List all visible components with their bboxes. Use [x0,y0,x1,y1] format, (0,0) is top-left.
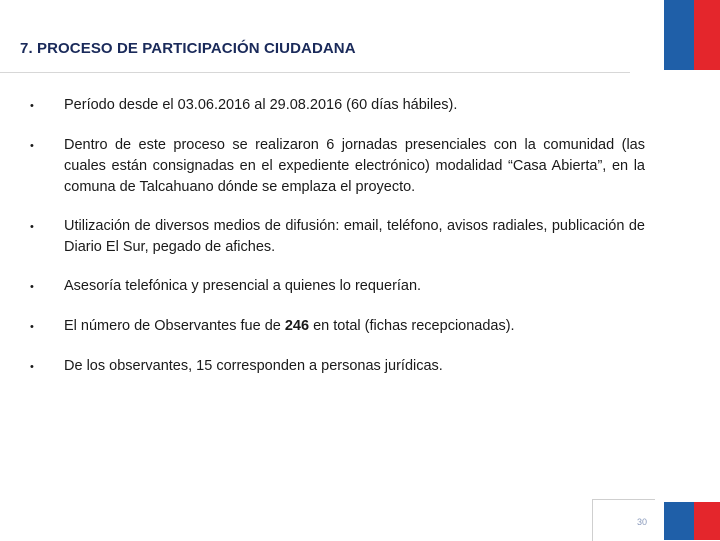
list-item-text [64,316,645,337]
bullet-list [30,95,645,396]
bullet-icon: • [30,321,34,333]
page-title: 7. PROCESO DE PARTICIPACIÓN CIUDADANA [20,40,356,57]
list-item [30,95,645,117]
list-item [30,216,645,258]
bullet-icon: • [30,100,34,112]
observantes-count: 246 [284,318,310,334]
bullet-icon: • [30,140,34,152]
list-item-text: Asesoría telefónica y presencial a quienes lo requerían. [64,278,422,294]
list-item [30,276,645,298]
list-item-text: Período desde el 03.06.2016 al 29.08.2016 (60 días hábiles). [64,97,458,113]
list-item [30,356,645,378]
bullet-icon: • [30,221,34,233]
list-item-text: Utilización de diversos medios de difusión: email, teléfono, avisos radiales, publicación de Diario El Sur, pegado de afiches. [64,218,645,255]
flag-red-stripe [694,0,720,70]
page-number: 30 [636,517,647,527]
bullet-icon: • [30,361,34,373]
bullet-icon: • [30,281,34,293]
flag-decoration-top [664,0,720,70]
list-item [30,135,645,198]
observantes-text-pre: El número de Observantes fue de [64,318,285,334]
flag-decoration-bottom [664,502,720,540]
list-item [30,316,645,338]
list-item-text: De los observantes, 15 corresponden a personas jurídicas. [64,358,443,374]
flag-red-stripe [694,502,720,540]
list-item-text: Dentro de este proceso se realizaron 6 jornadas presenciales con la comunidad (las cuales están consignadas en el expediente electrónico) modalidad “Casa Abierta”, en la comuna de Talcahuano dónde se emplaza el proyecto. [64,137,645,195]
flag-blue-stripe [664,0,694,70]
flag-blue-stripe [664,502,694,540]
observantes-text-post: en total (fichas recepcionadas). [309,318,515,334]
page-number-box [592,499,655,541]
title-divider [0,72,630,73]
